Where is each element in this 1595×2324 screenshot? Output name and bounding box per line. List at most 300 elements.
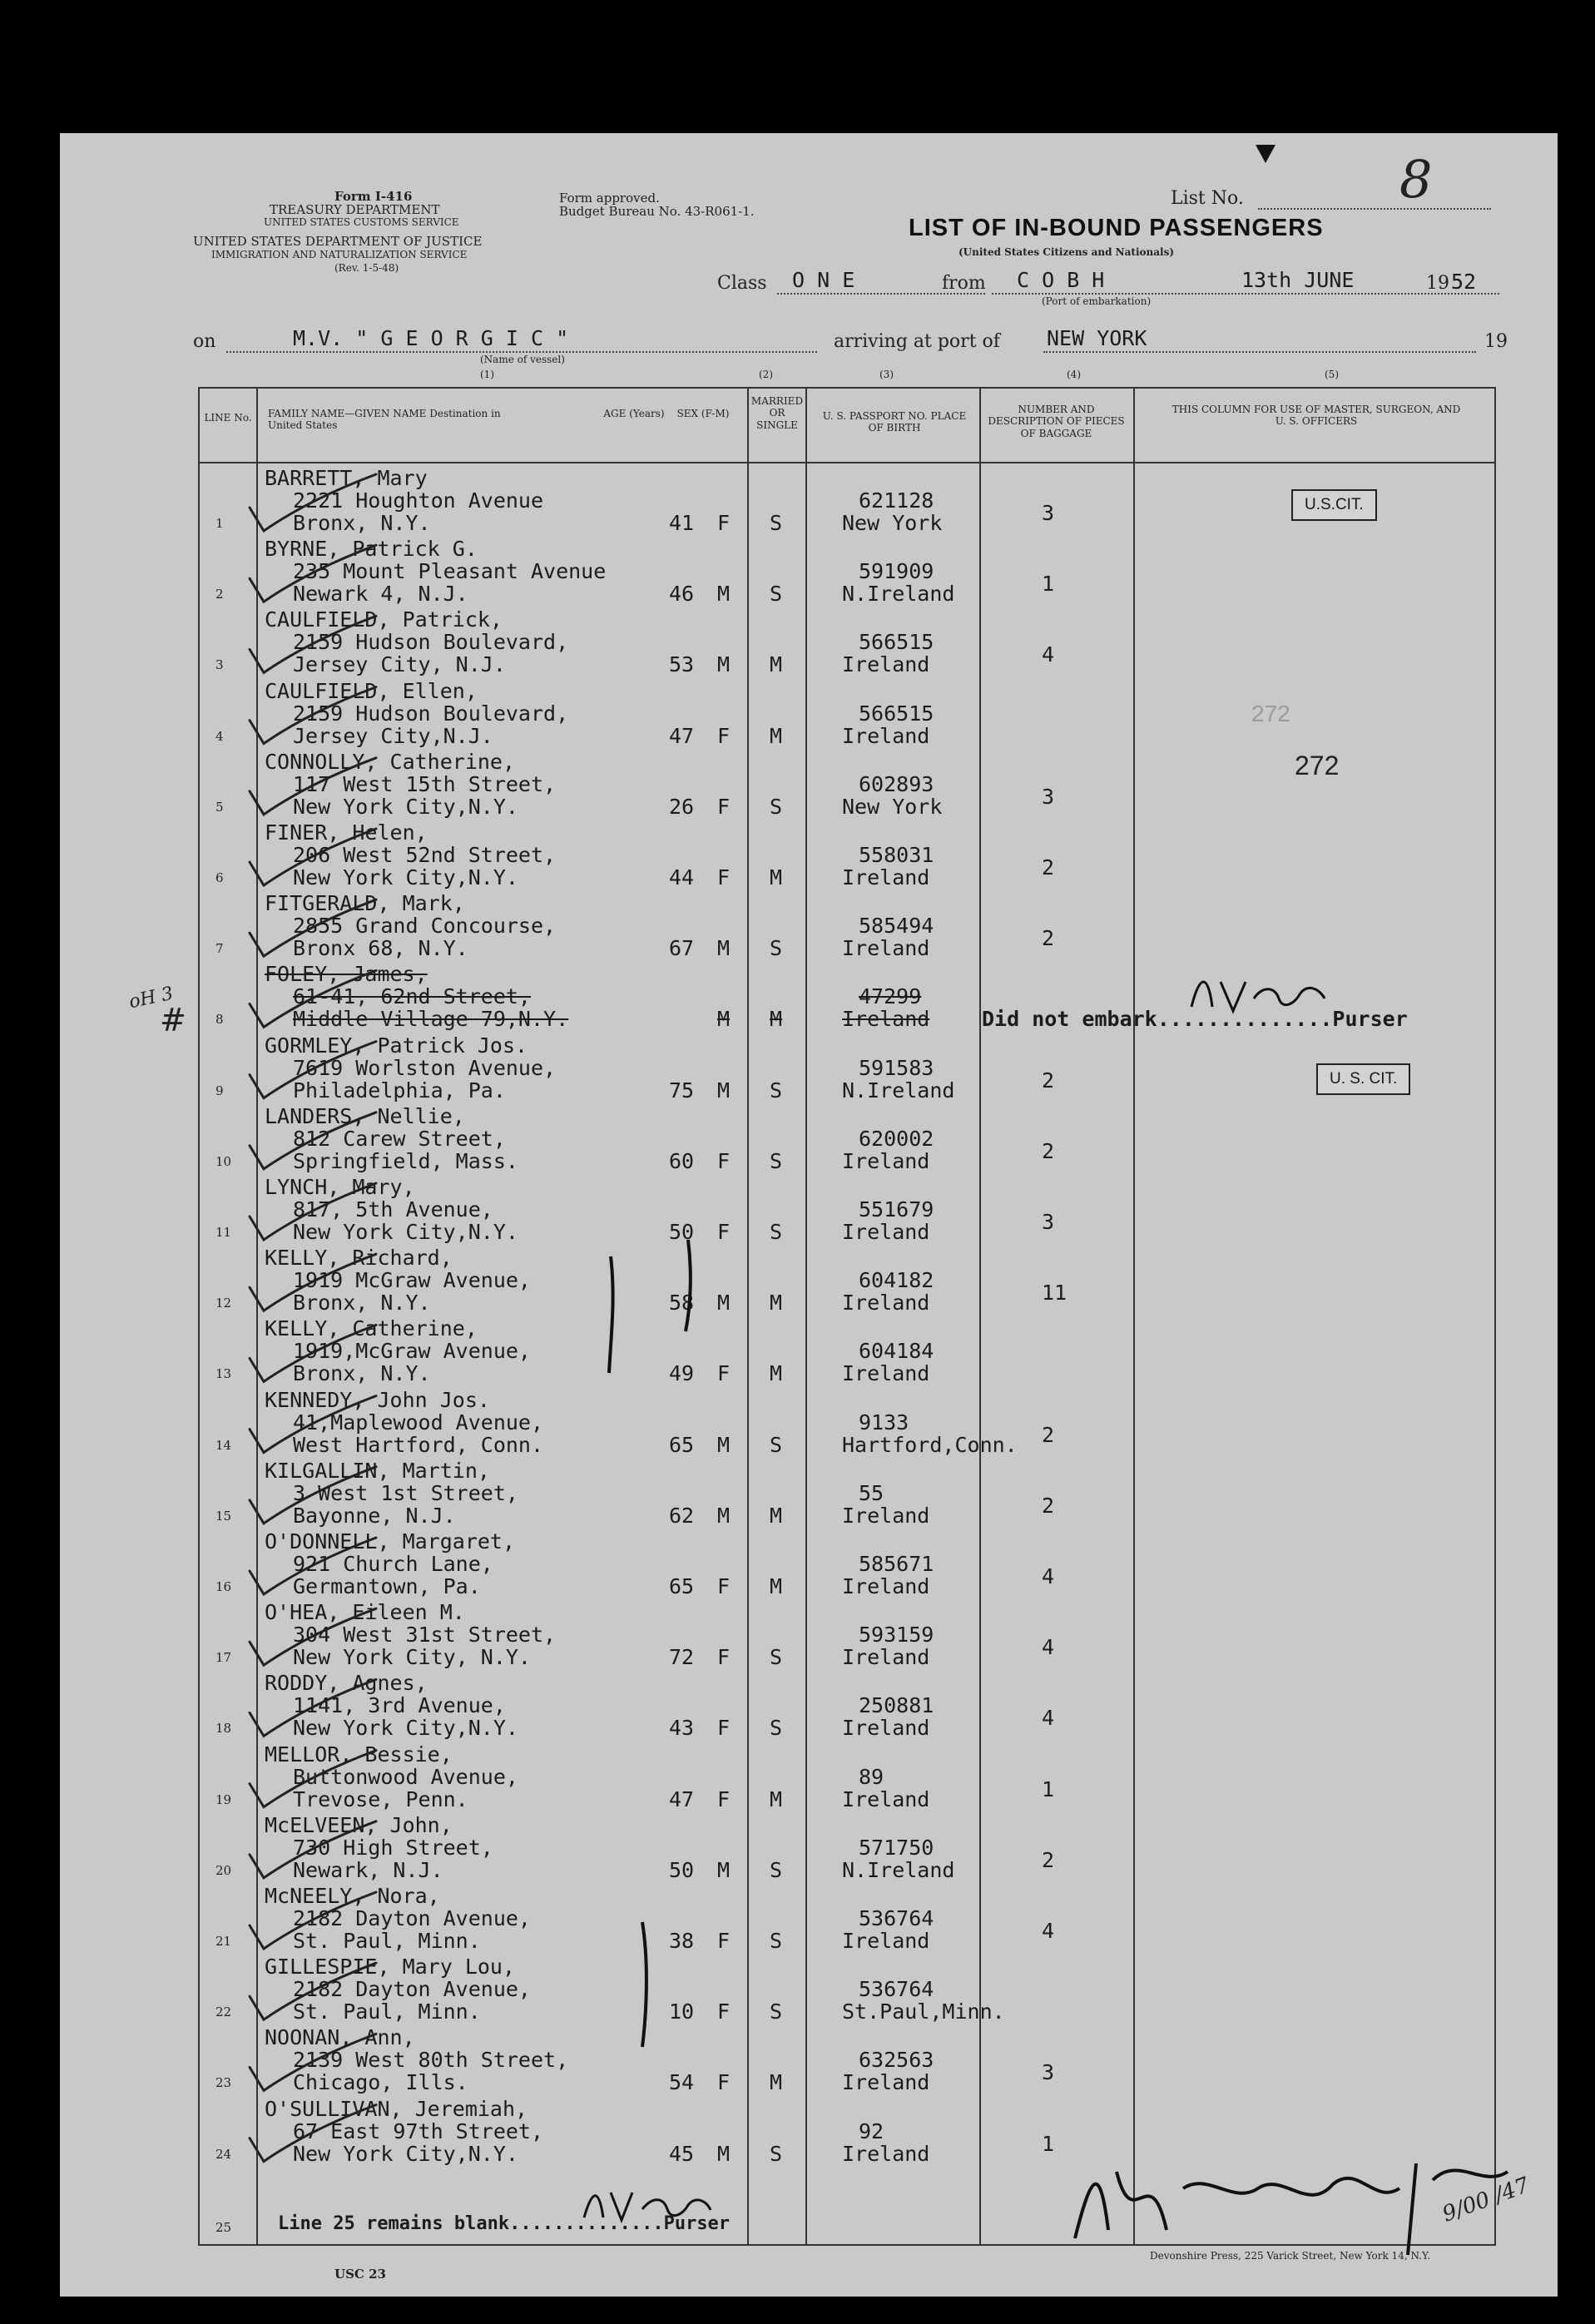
class-value: O N E	[792, 268, 855, 292]
passenger-marital: S	[770, 1220, 783, 1244]
passenger-marital: S	[770, 1857, 783, 1882]
passenger-age: 62	[669, 1503, 695, 1528]
passenger-name: GORMLEY, Patrick Jos.	[265, 1033, 528, 1058]
passenger-age: 43	[669, 1716, 695, 1741]
passenger-address2: Bronx, N.Y.	[293, 1291, 431, 1316]
customs-service: UNITED STATES CUSTOMS SERVICE	[264, 216, 459, 228]
passenger-address1: 2159 Hudson Boulevard,	[293, 701, 569, 726]
passport-number: 591583	[859, 1055, 934, 1080]
col-rule	[1133, 387, 1135, 2244]
passenger-sex: M	[717, 652, 731, 677]
list-no-line	[1258, 208, 1491, 210]
list-subtitle: (United States Citizens and Nationals)	[958, 246, 1174, 258]
passenger-sex: F	[717, 794, 731, 819]
passport-number: 632563	[859, 2048, 934, 2073]
passenger-sex: F	[717, 2070, 731, 2095]
passenger-address2: Newark, N.J.	[293, 1857, 443, 1882]
passenger-marital: M	[770, 1361, 783, 1386]
passenger-address1: 2182 Dayton Avenue,	[293, 1906, 531, 1930]
passenger-marital: M	[770, 723, 783, 748]
port-line	[1043, 351, 1476, 353]
passenger-sex: F	[717, 1999, 731, 2024]
passenger-address1: 61-41, 62nd Street,	[293, 984, 531, 1009]
birthplace: Ireland	[842, 1786, 930, 1811]
baggage-count: 2	[1042, 926, 1055, 951]
birthplace: Ireland	[842, 1503, 930, 1528]
baggage-count: 3	[1042, 784, 1055, 809]
passenger-address1: 235 Mount Pleasant Avenue	[293, 559, 607, 584]
passenger-address1: 206 West 52nd Street,	[293, 843, 557, 867]
birthplace: Ireland	[842, 1574, 930, 1598]
passenger-sex: F	[717, 723, 731, 748]
passenger-address1: 730 High Street,	[293, 1835, 493, 1860]
passenger-marital: M	[770, 652, 783, 677]
passenger-name: CAULFIELD, Patrick,	[265, 607, 503, 632]
passenger-name: FITGERALD, Mark,	[265, 891, 465, 916]
mark-triangle	[1256, 145, 1276, 163]
baggage-count: 2	[1042, 1493, 1055, 1518]
passenger-marital: S	[770, 1148, 783, 1173]
budget-bureau: Budget Bureau No. 43-R061-1.	[559, 204, 755, 219]
passenger-address1: 67 East 97th Street,	[293, 2118, 544, 2143]
birthplace: Ireland	[842, 1361, 930, 1386]
line-number: 2	[215, 587, 224, 602]
list-no-value: 8	[1399, 149, 1433, 210]
from-value: C O B H	[1017, 268, 1105, 292]
passenger-address1: 812 Carew Street,	[293, 1126, 506, 1151]
passenger-sex: F	[717, 1929, 731, 1953]
passenger-address2: New York City,N.Y.	[293, 2141, 518, 2166]
baggage-count: 1	[1042, 1776, 1055, 1801]
birthplace: Ireland	[842, 1007, 930, 1032]
passenger-sex: F	[717, 1574, 731, 1598]
baggage-count: 2	[1042, 1138, 1055, 1163]
passenger-marital: S	[770, 936, 783, 961]
year-prefix: 19	[1426, 273, 1449, 294]
passenger-sex: M	[717, 582, 731, 607]
passenger-address2: West Hartford, Conn.	[293, 1432, 544, 1457]
passenger-age: 50	[669, 1857, 695, 1882]
line-number: 12	[215, 1296, 232, 1311]
passenger-address1: 2855 Grand Concourse,	[293, 914, 557, 939]
justice-dept: UNITED STATES DEPARTMENT OF JUSTICE	[193, 234, 483, 249]
passenger-address1: 1141, 3rd Avenue,	[293, 1693, 506, 1718]
vessel-note: (Name of vessel)	[480, 354, 565, 365]
line-number: 5	[215, 799, 224, 815]
passenger-name: FINER, Helen,	[265, 820, 428, 845]
passport-number: 566515	[859, 701, 934, 726]
stamped-number: 272	[1295, 751, 1340, 780]
passenger-name: KILGALLIN, Martin,	[265, 1458, 490, 1483]
passenger-age: 26	[669, 794, 695, 819]
passenger-age: 47	[669, 723, 695, 748]
passport-number: 585494	[859, 914, 934, 939]
line-number: 6	[215, 870, 224, 885]
margin-hash: #	[160, 1002, 186, 1038]
baggage-count: 2	[1042, 855, 1055, 880]
passport-number: 250881	[859, 1693, 934, 1718]
line-number: 13	[215, 1366, 232, 1382]
passenger-marital: S	[770, 1716, 783, 1741]
col-rule	[256, 387, 258, 2244]
baggage-count: 4	[1042, 642, 1055, 667]
line-number: 22	[215, 2004, 232, 2020]
passenger-age: 49	[669, 1361, 695, 1386]
passenger-address1: 2182 Dayton Avenue,	[293, 1977, 531, 2002]
passenger-age: 54	[669, 2070, 695, 2095]
birthplace: Ireland	[842, 2070, 930, 2095]
passport-number: 591909	[859, 559, 934, 584]
birthplace: Ireland	[842, 1716, 930, 1741]
passenger-sex: F	[717, 1786, 731, 1811]
header-name: FAMILY NAME—GIVEN NAME Destination in United States	[268, 408, 501, 432]
col-num-5: (5)	[1325, 369, 1339, 380]
class-label: Class	[717, 273, 767, 294]
baggage-count: 1	[1042, 572, 1055, 597]
passenger-address2: Chicago, Ills.	[293, 2070, 468, 2095]
passenger-sex: F	[717, 1148, 731, 1173]
passenger-name: LANDERS, Nellie,	[265, 1103, 465, 1128]
passenger-age: 46	[669, 582, 695, 607]
vessel-line	[226, 351, 817, 353]
vessel-value: M.V. " G E O R G I C "	[293, 326, 569, 350]
passenger-address1: 3 West 1st Street,	[293, 1480, 518, 1505]
passenger-age: 47	[669, 1786, 695, 1811]
passenger-address1: 817, 5th Avenue,	[293, 1197, 493, 1221]
passenger-marital: M	[770, 865, 783, 889]
passenger-marital: M	[770, 1503, 783, 1528]
line-number: 23	[215, 2075, 232, 2091]
passenger-sex: M	[717, 1503, 731, 1528]
passenger-address1: 117 West 15th Street,	[293, 771, 557, 796]
on-label: on	[193, 331, 216, 352]
passenger-sex: F	[717, 511, 731, 535]
passenger-age: 65	[669, 1432, 695, 1457]
us-citizen-stamp: U.S.CIT.	[1291, 489, 1377, 521]
passport-number: 602893	[859, 771, 934, 796]
arriving-label: arriving at port of	[834, 331, 1000, 352]
passenger-address1: 2159 Hudson Boulevard,	[293, 630, 569, 655]
passenger-age: 44	[669, 865, 695, 889]
port-embarkation-note: (Port of embarkation)	[1042, 295, 1152, 307]
header-baggage: NUMBER AND DESCRIPTION OF PIECES OF BAGGAGE	[988, 404, 1125, 439]
header-passport: U. S. PASSPORT NO. PLACE OF BIRTH	[822, 410, 967, 434]
passport-number: 585671	[859, 1552, 934, 1576]
birthplace: N.Ireland	[842, 1078, 955, 1103]
line25-text: Line 25 remains blank..............Purser	[278, 2213, 731, 2234]
passport-number: 536764	[859, 1977, 934, 2002]
passport-number: 566515	[859, 630, 934, 655]
birthplace: Ireland	[842, 1220, 930, 1244]
list-no-label: List No.	[1171, 188, 1244, 209]
passenger-name: CONNOLLY, Catherine,	[265, 749, 516, 774]
col-rule	[979, 387, 981, 2244]
passport-number: 621128	[859, 488, 934, 513]
passenger-address2: Jersey City, N.J.	[293, 652, 506, 677]
line-number: 15	[215, 1508, 232, 1524]
passenger-sex: M	[717, 1857, 731, 1882]
passenger-age: 53	[669, 652, 695, 677]
passenger-name: BARRETT, Mary	[265, 466, 428, 490]
passenger-address2: New York City,N.Y.	[293, 794, 518, 819]
passenger-marital: S	[770, 1999, 783, 2024]
passenger-name: RODDY, Agnes,	[265, 1671, 428, 1696]
faint-number: 272	[1251, 701, 1290, 726]
header-line-no: LINE No.	[204, 412, 252, 424]
passport-number: 558031	[859, 843, 934, 867]
form-number: Form I-416	[334, 189, 413, 204]
baggage-count: 11	[1042, 1281, 1067, 1306]
passenger-address2: Germantown, Pa.	[293, 1574, 481, 1598]
passenger-name: GILLESPIE, Mary Lou,	[265, 1955, 516, 1980]
birthplace: Ireland	[842, 936, 930, 961]
passenger-address2: Springfield, Mass.	[293, 1148, 518, 1173]
line-number: 18	[215, 1721, 232, 1737]
passenger-sex: M	[717, 2141, 731, 2166]
printer-imprint: Devonshire Press, 225 Varick Street, New York 14, N.Y.	[1150, 2250, 1431, 2262]
passenger-age: 65	[669, 1574, 695, 1598]
passenger-address1: 41,Maplewood Avenue,	[293, 1410, 544, 1435]
passenger-name: KELLY, Richard,	[265, 1246, 453, 1271]
passenger-address2: Bronx 68, N.Y.	[293, 936, 468, 961]
line-number: 19	[215, 1791, 232, 1807]
passenger-address1: 1919 McGraw Avenue,	[293, 1268, 531, 1293]
row-note: Did not embark..............Purser	[982, 1007, 1408, 1032]
line-number: 1	[215, 516, 224, 531]
baggage-count: 2	[1042, 1422, 1055, 1447]
line-number: 10	[215, 1153, 232, 1169]
birthplace: Hartford,Conn.	[842, 1432, 1018, 1457]
passenger-marital: S	[770, 794, 783, 819]
table-header-rule	[198, 462, 1494, 463]
birthplace: Ireland	[842, 865, 930, 889]
birthplace: Ireland	[842, 1929, 930, 1953]
passenger-sex: F	[717, 1361, 731, 1386]
baggage-count: 4	[1042, 1919, 1055, 1943]
line-number: 8	[215, 1012, 224, 1028]
passenger-age: 41	[669, 511, 695, 535]
passenger-name: CAULFIELD, Ellen,	[265, 678, 478, 703]
passport-number: 89	[859, 1764, 884, 1789]
line-number: 3	[215, 657, 224, 673]
baggage-count: 4	[1042, 1706, 1055, 1731]
birthplace: Ireland	[842, 652, 930, 677]
line-number: 24	[215, 2146, 232, 2162]
passport-number: 551679	[859, 1197, 934, 1221]
passenger-sex: F	[717, 1645, 731, 1670]
col-num-2: (2)	[759, 369, 773, 380]
passport-number: 604184	[859, 1339, 934, 1364]
baggage-count: 3	[1042, 2060, 1055, 2085]
passenger-marital: M	[770, 2070, 783, 2095]
baggage-count: 2	[1042, 1847, 1055, 1872]
passenger-address2: New York City,N.Y.	[293, 1220, 518, 1244]
passenger-address2: Bronx, N.Y.	[293, 511, 431, 535]
passenger-address1: 921 Church Lane,	[293, 1552, 493, 1576]
passenger-marital: M	[770, 1574, 783, 1598]
passenger-address2: Newark 4, N.J.	[293, 582, 468, 607]
passenger-marital: M	[770, 1007, 783, 1032]
header-age: AGE (Years)	[603, 408, 665, 419]
birthplace: Ireland	[842, 1148, 930, 1173]
ins-service: IMMIGRATION AND NATURALIZATION SERVICE	[211, 249, 468, 260]
passenger-name: LYNCH, Mary,	[265, 1175, 415, 1199]
baggage-count: 2	[1042, 1068, 1055, 1093]
passenger-name: O'DONNELL, Margaret,	[265, 1529, 516, 1553]
corner-note: 9/00 /47	[1439, 2173, 1533, 2227]
treasury-dept: TREASURY DEPARTMENT	[270, 202, 440, 217]
col-num-3: (3)	[879, 369, 894, 380]
passenger-address1: 1919,McGraw Avenue,	[293, 1339, 531, 1364]
passenger-age: 75	[669, 1078, 695, 1103]
passenger-sex: M	[717, 1007, 731, 1032]
passenger-address2: Trevose, Penn.	[293, 1786, 468, 1811]
passenger-name: McELVEEN, John,	[265, 1812, 453, 1837]
baggage-count: 4	[1042, 1564, 1055, 1588]
baggage-count: 4	[1042, 1635, 1055, 1660]
birthplace: Ireland	[842, 723, 930, 748]
line-number: 17	[215, 1650, 232, 1666]
passenger-name: O'SULLIVAN, Jeremiah,	[265, 2096, 528, 2121]
passenger-marital: S	[770, 1078, 783, 1103]
list-title: LIST OF IN-BOUND PASSENGERS	[909, 215, 1324, 241]
passenger-age: 50	[669, 1220, 695, 1244]
line-number: 20	[215, 1862, 232, 1878]
passport-number: 593159	[859, 1623, 934, 1648]
baggage-count: 3	[1042, 1210, 1055, 1234]
date-value: 13th JUNE	[1241, 268, 1355, 292]
passenger-age: 72	[669, 1645, 695, 1670]
birthplace: N.Ireland	[842, 582, 955, 607]
line-number: 16	[215, 1579, 232, 1594]
passenger-name: BYRNE, Patrick G.	[265, 537, 478, 562]
passenger-address1: 2139 West 80th Street,	[293, 2048, 569, 2073]
passport-number: 604182	[859, 1268, 934, 1293]
passenger-sex: F	[717, 1716, 731, 1741]
bottom-left-code: USC 23	[334, 2267, 386, 2282]
passenger-name: McNEELY, Nora,	[265, 1884, 440, 1908]
passenger-age: 38	[669, 1929, 695, 1953]
col-num-4: (4)	[1067, 369, 1081, 380]
passenger-address2: New York City,N.Y.	[293, 1716, 518, 1741]
passenger-name: MELLOR, Bessie,	[265, 1742, 453, 1767]
passenger-marital: S	[770, 1929, 783, 1953]
passenger-address2: New York City, N.Y.	[293, 1645, 531, 1670]
passenger-age: 67	[669, 936, 695, 961]
passenger-address2: Jersey City,N.J.	[293, 723, 493, 748]
passport-number: 571750	[859, 1835, 934, 1860]
passenger-name: O'HEA, Eileen M.	[265, 1600, 465, 1625]
passenger-address2: St. Paul, Minn.	[293, 1999, 481, 2024]
purser-signature	[1183, 965, 1333, 1023]
from-label: from	[942, 273, 986, 294]
line-number: 25	[215, 2220, 232, 2235]
passport-number: 47299	[859, 984, 922, 1009]
from-line	[992, 293, 1499, 295]
passenger-address2: New York City,N.Y.	[293, 865, 518, 889]
birthplace: N.Ireland	[842, 1857, 955, 1882]
passenger-address2: Bronx, N.Y.	[293, 1361, 431, 1386]
passenger-name: FOLEY, James,	[265, 962, 428, 987]
us-citizen-stamp: U. S. CIT.	[1316, 1063, 1410, 1095]
passenger-address1: 304 West 31st Street,	[293, 1623, 557, 1648]
line-number: 21	[215, 1934, 232, 1949]
passenger-name: KELLY, Catherine,	[265, 1316, 478, 1341]
birthplace: Ireland	[842, 1645, 930, 1670]
passenger-address2: St. Paul, Minn.	[293, 1929, 481, 1953]
year-value: 52	[1451, 270, 1477, 294]
passenger-marital: M	[770, 1291, 783, 1316]
passenger-sex: M	[717, 936, 731, 961]
passport-number: 9133	[859, 1410, 909, 1435]
passenger-marital: S	[770, 1432, 783, 1457]
passenger-address1: 7619 Worlston Avenue,	[293, 1055, 557, 1080]
passenger-address2: Middle Village 79,N.Y.	[293, 1007, 569, 1032]
year-prefix-2: 19	[1484, 331, 1508, 352]
passenger-address2: Philadelphia, Pa.	[293, 1078, 506, 1103]
passenger-sex: M	[717, 1432, 731, 1457]
manifest-sheet	[60, 133, 1558, 2297]
passenger-age: 45	[669, 2141, 695, 2166]
passenger-age: 58	[669, 1291, 695, 1316]
passenger-sex: M	[717, 1291, 731, 1316]
passenger-sex: F	[717, 1220, 731, 1244]
birthplace: Ireland	[842, 1291, 930, 1316]
margin-note: oH 3	[126, 983, 176, 1013]
passenger-address1: Buttonwood Avenue,	[293, 1764, 518, 1789]
line-number: 11	[215, 1225, 232, 1240]
birthplace: St.Paul,Minn.	[842, 1999, 1005, 2024]
col-rule	[747, 387, 749, 2244]
header-sex: SEX (F-M)	[676, 408, 730, 419]
col-rule	[805, 387, 807, 2244]
passenger-age: 10	[669, 1999, 695, 2024]
birthplace: New York	[842, 511, 943, 535]
baggage-count: 1	[1042, 2131, 1055, 2156]
form-approved: Form approved.	[559, 191, 660, 206]
passenger-marital: S	[770, 2141, 783, 2166]
port-value: NEW YORK	[1047, 326, 1147, 350]
line-number: 14	[215, 1437, 232, 1453]
line-number: 9	[215, 1083, 224, 1098]
passenger-marital: S	[770, 1645, 783, 1670]
passenger-address2: Bayonne, N.J.	[293, 1503, 456, 1528]
passport-number: 55	[859, 1480, 884, 1505]
passenger-marital: M	[770, 1786, 783, 1811]
purser-signature-2	[576, 2180, 717, 2230]
line-number: 4	[215, 728, 224, 744]
header-officers: THIS COLUMN FOR USE OF MASTER, SURGEON, AND U. S. OFFICERS	[1171, 404, 1461, 428]
col-num-1: (1)	[480, 369, 494, 380]
birthplace: Ireland	[842, 2141, 930, 2166]
passport-number: 92	[859, 2118, 884, 2143]
passenger-marital: S	[770, 582, 783, 607]
revision: (Rev. 1-5-48)	[334, 262, 399, 274]
line-number: 7	[215, 941, 224, 957]
passenger-sex: F	[717, 865, 731, 889]
passenger-address1: 2221 Houghton Avenue	[293, 488, 544, 513]
passenger-marital: S	[770, 511, 783, 535]
baggage-count: 3	[1042, 501, 1055, 525]
birthplace: New York	[842, 794, 943, 819]
passenger-sex: M	[717, 1078, 731, 1103]
passenger-name: NOONAN, Ann,	[265, 2025, 415, 2050]
header-married: MARRIED OR SINGLE	[750, 395, 804, 431]
passenger-age: 60	[669, 1148, 695, 1173]
passport-number: 620002	[859, 1126, 934, 1151]
passport-number: 536764	[859, 1906, 934, 1930]
passenger-name: KENNEDY, John Jos.	[265, 1387, 490, 1412]
